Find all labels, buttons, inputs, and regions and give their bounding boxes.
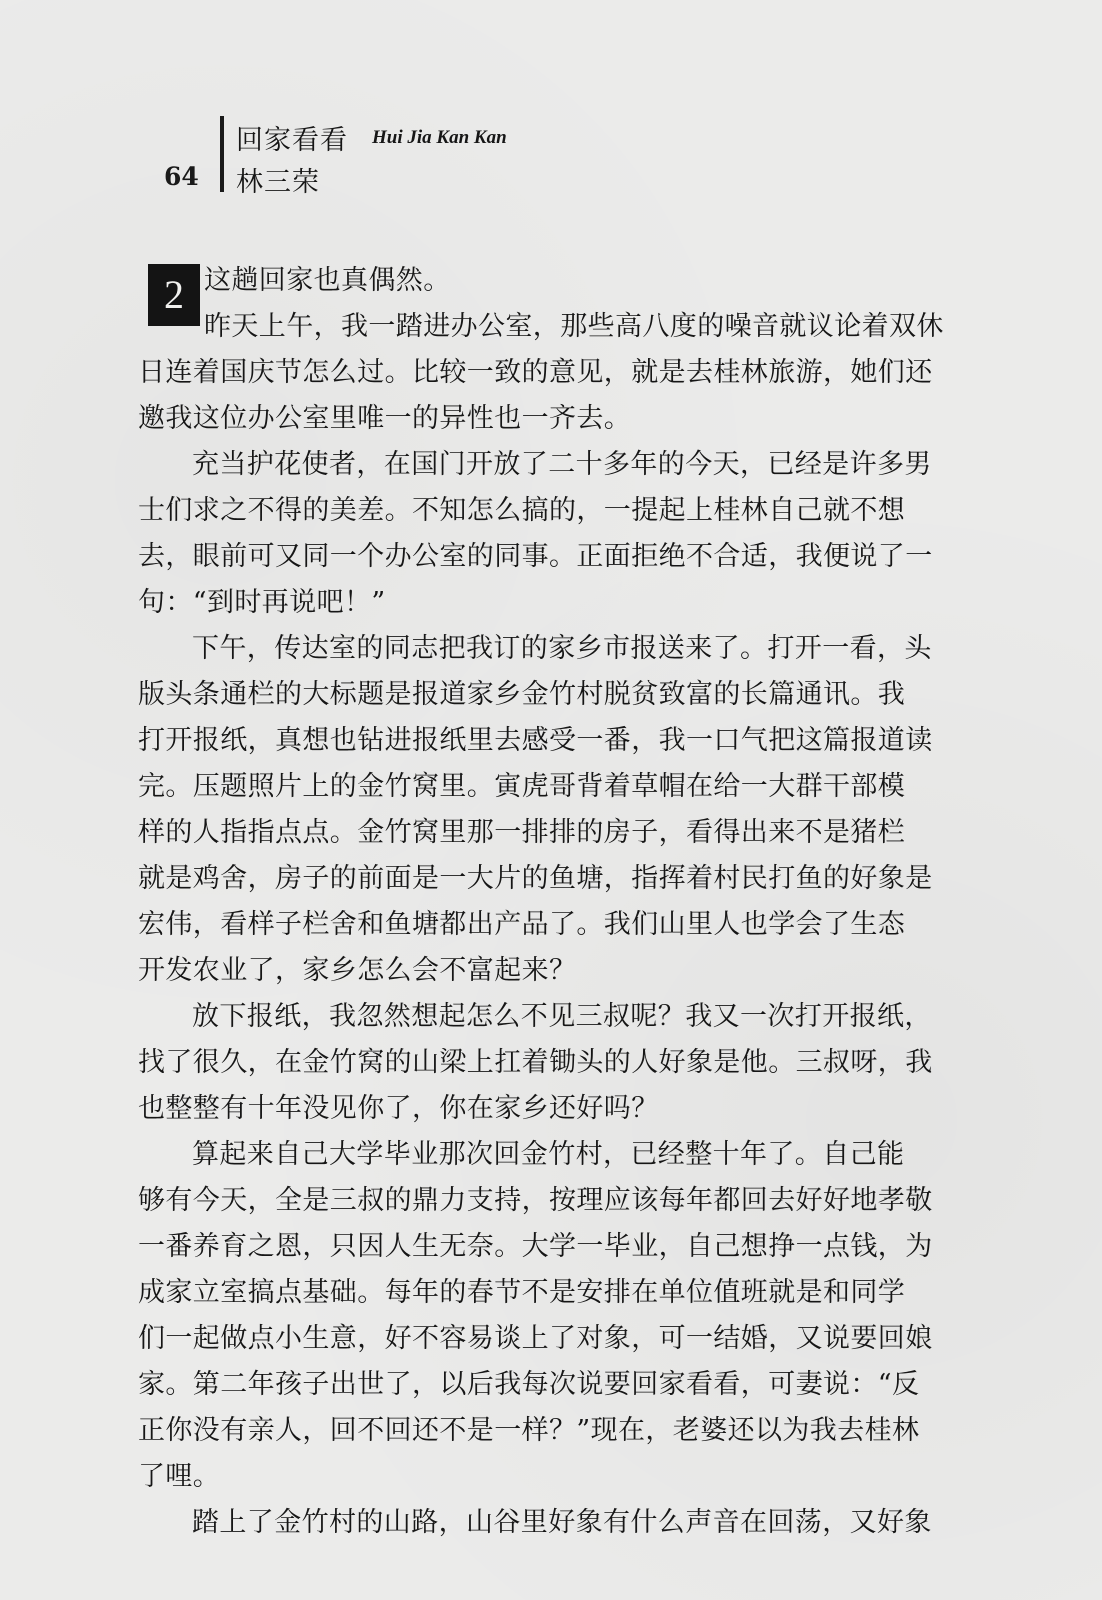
text-line: 放下报纸，我忽然想起怎么不见三叔呢？我又一次打开报纸，: [192, 1001, 932, 1032]
paragraph-1: [138, 258, 960, 350]
header-title-pinyin: Hui Jia Kan Kan: [372, 127, 507, 148]
text-line: 去，眼前可又同一个办公室的同事。正面拒绝不合适，我便说了一: [138, 541, 933, 572]
text-line: 也整整有十年没见你了，你在家乡还好吗？: [138, 1093, 659, 1124]
page-number: 64: [164, 162, 199, 191]
text-line: 这趟回家也真偶然。: [204, 265, 451, 296]
text-line: 下午，传达室的同志把我订的家乡市报送来了。打开一看，头: [192, 633, 932, 664]
text-line: 样的人指指点点。金竹窝里那一排排的房子，看得出来不是猪栏: [138, 817, 906, 848]
text-line: 了哩。: [138, 1461, 221, 1492]
text-line: 踏上了金竹村的山路，山谷里好象有什么声音在回荡，又好象: [192, 1507, 932, 1538]
text-line: 就是鸡舍，房子的前面是一大片的鱼塘，指挥着村民打鱼的好象是: [138, 863, 933, 894]
text-line: 们一起做点小生意，好不容易谈上了对象，可一结婚，又说要回娘: [138, 1323, 933, 1354]
text-line: 昨天上午，我一踏进办公室，那些高八度的噪音就议论着双休: [204, 311, 944, 342]
text-line: 够有今天，全是三叔的鼎力支持，按理应该每年都回去好好地孝敬: [138, 1185, 933, 1216]
text-line: 邀我这位办公室里唯一的异性也一齐去。: [138, 403, 632, 434]
text-line: 家。第二年孩子出世了，以后我每次说要回家看看，可妻说：“反: [138, 1369, 920, 1400]
header-divider: [220, 116, 224, 192]
running-header: [160, 112, 580, 198]
text-line: 找了很久，在金竹窝的山梁上扛着锄头的人好象是他。三叔呀，我: [138, 1047, 933, 1078]
text-line: 成家立室搞点基础。每年的春节不是安排在单位值班就是和同学: [138, 1277, 906, 1308]
text-line: 一番养育之恩，只因人生无奈。大学一毕业，自己想挣一点钱，为: [138, 1231, 933, 1262]
text-line: 句：“到时再说吧！”: [138, 587, 386, 618]
text-line: 充当护花使者，在国门开放了二十多年的今天，已经是许多男: [192, 449, 932, 480]
text-line: 算起来自己大学毕业那次回金竹村，已经整十年了。自己能: [192, 1139, 905, 1170]
text-line: 开发农业了，家乡怎么会不富起来？: [138, 955, 577, 986]
article-body: [138, 258, 960, 1546]
header-author: 林三荣: [236, 167, 320, 198]
text-line: 完。压题照片上的金竹窝里。寅虎哥背着草帽在给一大群干部模: [138, 771, 906, 802]
chapter-number-badge: 2: [148, 264, 200, 326]
text-line: 正你没有亲人，回不回还不是一样？”现在，老婆还以为我去桂林: [138, 1415, 920, 1446]
text-line: 宏伟，看样子栏舍和鱼塘都出产品了。我们山里人也学会了生态: [138, 909, 906, 940]
text-line: 士们求之不得的美差。不知怎么搞的，一提起上桂林自己就不想: [138, 495, 906, 526]
header-title: 回家看看: [236, 125, 348, 156]
text-line: 打开报纸，真想也钻进报纸里去感受一番，我一口气把这篇报道读: [138, 725, 933, 756]
text-line: 日连着国庆节怎么过。比较一致的意见，就是去桂林旅游，她们还: [138, 357, 933, 388]
text-line: 版头条通栏的大标题是报道家乡金竹村脱贫致富的长篇通讯。我: [138, 679, 906, 710]
